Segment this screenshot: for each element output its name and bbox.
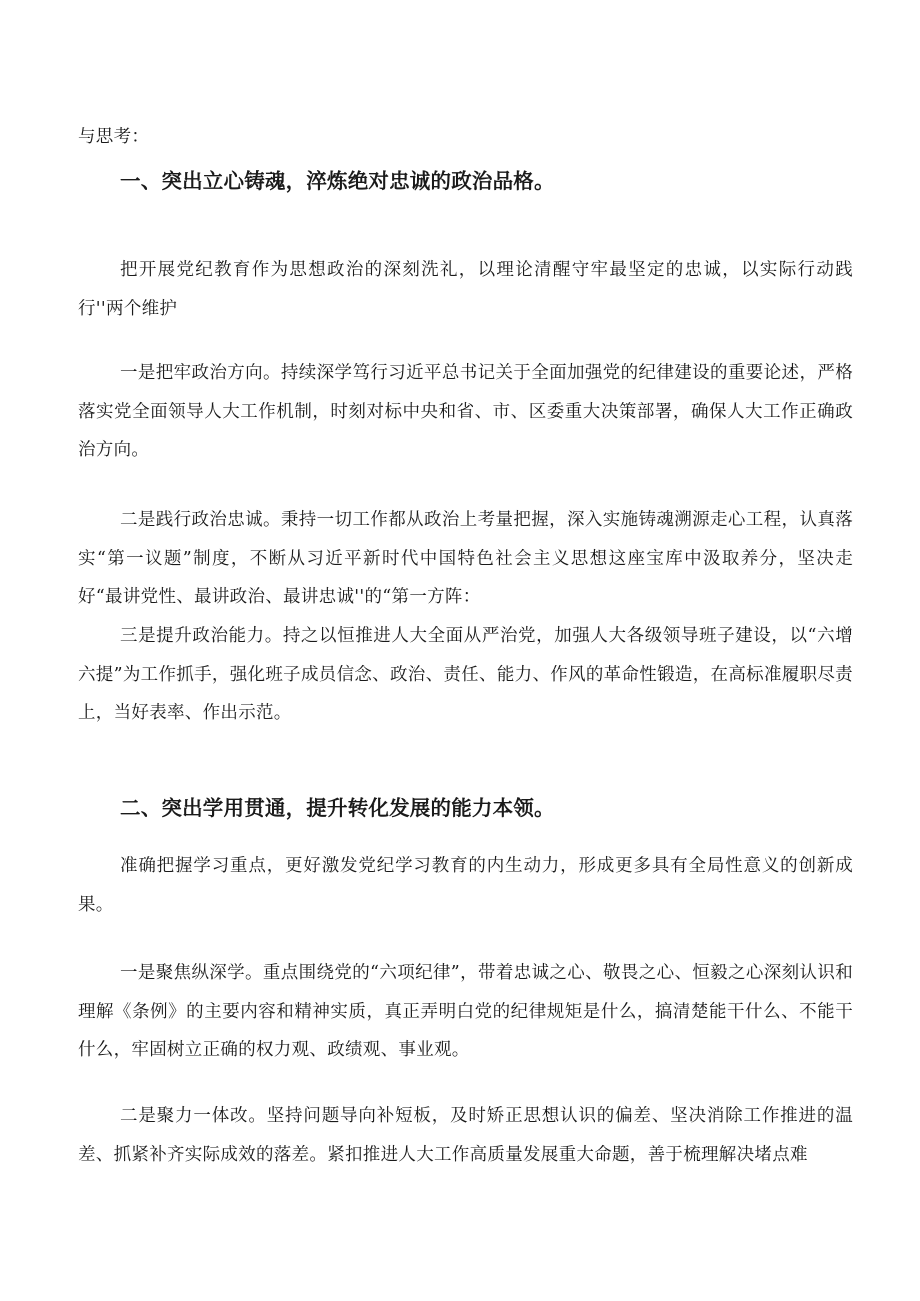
section-1-item-1: 一是把牢政治方向。持续深学笃行习近平总书记关于全面加强党的纪律建设的重要论述，严格落实党全面领导人大工作机制，时刻对标中央和省、市、区委重大决策部署，确保人大工作正确政治方向。 <box>78 363 853 460</box>
section-2-item-2: 二是聚力一体改。坚持问题导向补短板，及时矫正思想认识的偏差、坚决消除工作推进的温差、抓紧补齐实际成效的落差。紧扣推进人大工作高质量发展重大命题，善于梳理解决堵点难 <box>78 1106 853 1165</box>
continuation-text: 与思考： <box>78 127 150 147</box>
section-1-item-2: 二是践行政治忠诚。秉持一切工作都从政治上考量把握，深入实施铸魂溯源走心工程，认真落实“第一议题”制度，不断从习近平新时代中国特色社会主义思想这座宝库中汲取养分，坚决走好“最讲党性、最讲政治、最讲忠诚''的“第一方阵： <box>78 510 853 607</box>
section-2-heading: 二、突出学用贯通，提升转化发展的能力本领。 <box>120 796 555 820</box>
section-2-intro: 准确把握学习重点，更好激发党纪学习教育的内生动力，形成更多具有全局性意义的创新成果。 <box>78 856 853 915</box>
section-1-intro: 把开展党纪教育作为思想政治的深刻洗礼，以理论清醒守牢最坚定的忠诚，以实际行动践行''两个维护 <box>78 260 853 319</box>
section-1-heading: 一、突出立心铸魂，淬炼绝对忠诚的政治品格。 <box>120 169 555 193</box>
section-2-item-1: 一是聚焦纵深学。重点围绕党的“六项纪律”，带着忠诚之心、敬畏之心、恒毅之心深刻认识和理解《条例》的主要内容和精神实质，真正弄明白党的纪律规矩是什么，搞清楚能干什么、不能干什么，牢固树立正确的权力观、政绩观、事业观。 <box>78 963 853 1060</box>
section-1-item-3: 三是提升政治能力。持之以恒推进人大全面从严治党，加强人大各级领导班子建设，以“六增六提”为工作抓手，强化班子成员信念、政治、责任、能力、作风的革命性锻造，在高标准履职尽责上，当好表率、作出示范。 <box>78 626 853 723</box>
